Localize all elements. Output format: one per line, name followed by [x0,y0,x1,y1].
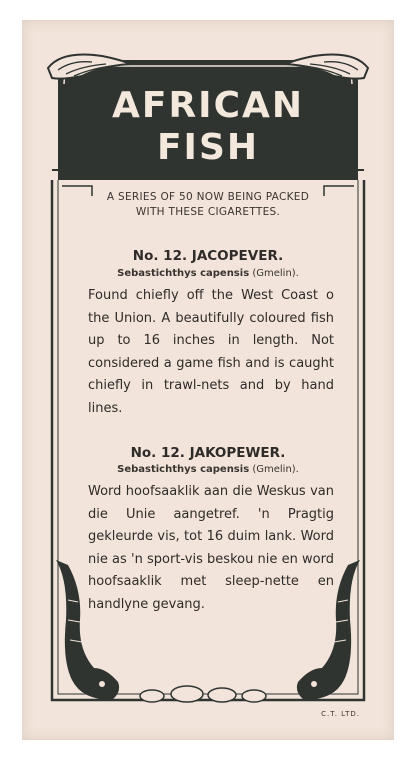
afrikaans-scientific [62,464,354,475]
cigarette-card [22,20,394,740]
series-note [62,190,354,220]
afrikaans-description: Word hoofsaaklik aan die Weskus van die Unie aangetref. 'n Pragtig gekleurde vis, tot 16 duim lank. Word nie as 'n sport-vis beskou nie en word hoofsaaklik met sleep-nette en handlyne gevang. [88,484,334,612]
afrikaans-heading: No. 12. JAKOPEWER. [130,445,286,461]
title-line-1: AFRICAN [112,85,304,126]
title-line-2: FISH [156,127,260,168]
english-heading: No. 12. JACOPEVER. [132,248,284,264]
authority: (Gmelin). [252,268,299,279]
series-line-2: WITH THESE CIGARETTES. [135,206,281,218]
authority: (Gmelin). [252,464,299,475]
series-line-1: A SERIES OF 50 NOW BEING PACKED [106,191,310,203]
manufacturer-mark: C.T. LTD. [321,710,360,718]
english-scientific [62,268,354,279]
scientific-name: Sebastichthys capensis [117,268,250,279]
scientific-name: Sebastichthys capensis [117,464,250,475]
english-description: Found chiefly off the West Coast o the Union. A beautifully coloured fish up to 16 inches in length. Not considered a game fish and is caught chiefly in trawl-nets and by hand lines. [88,288,334,416]
